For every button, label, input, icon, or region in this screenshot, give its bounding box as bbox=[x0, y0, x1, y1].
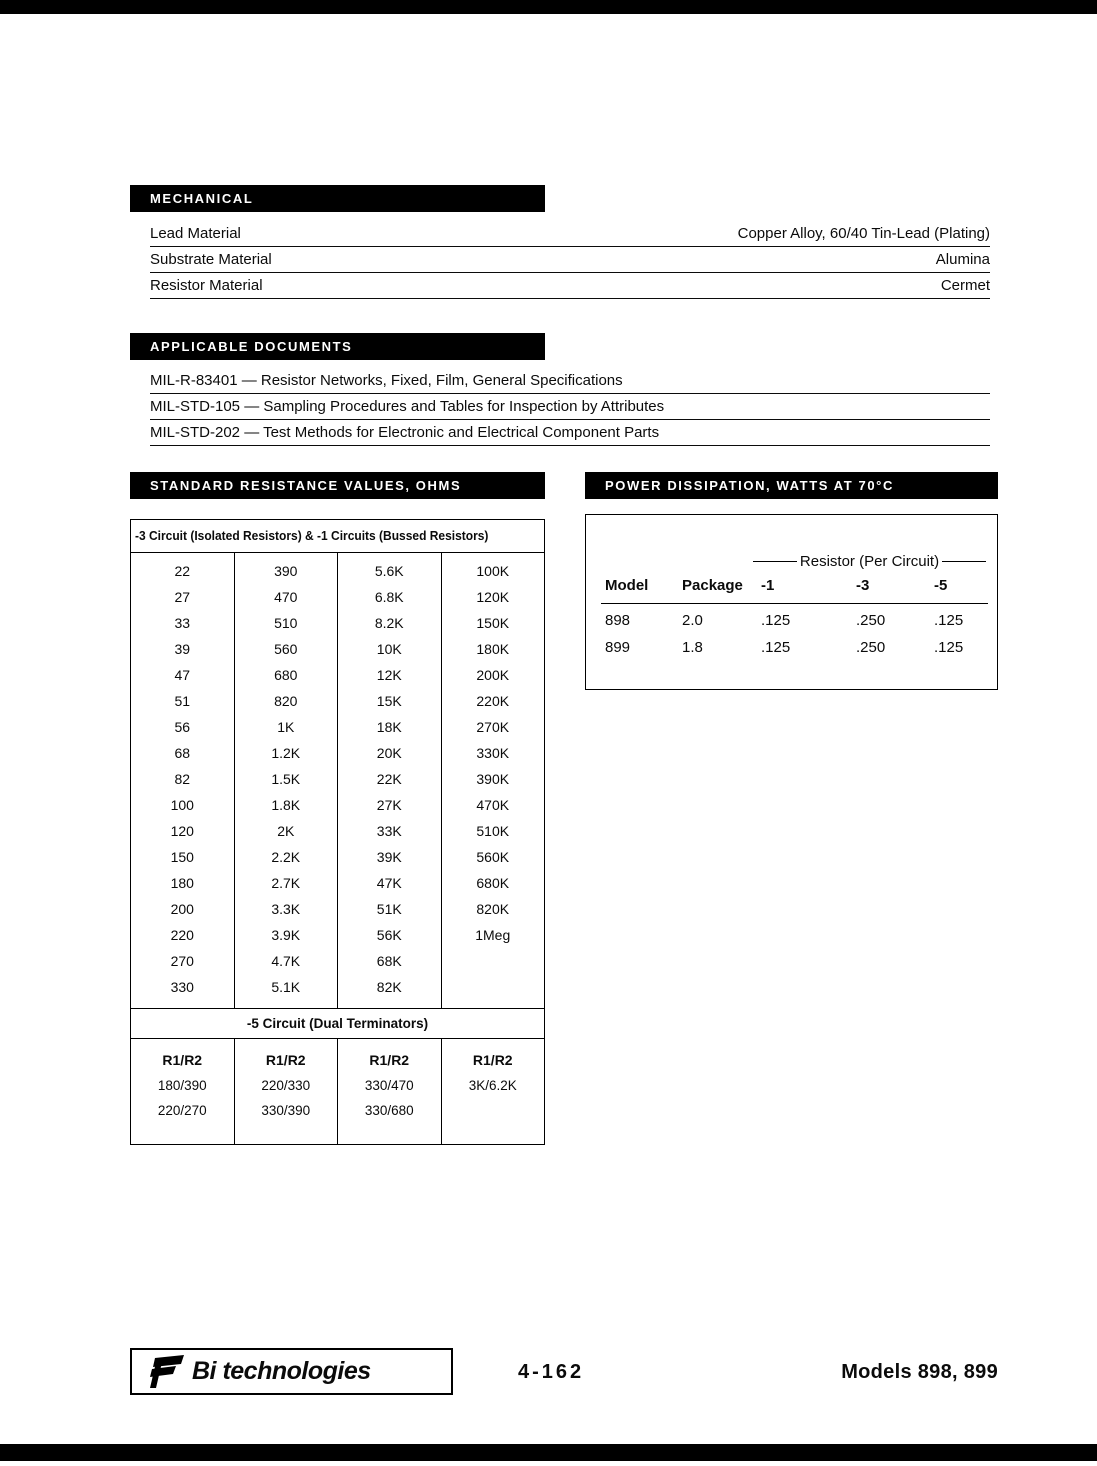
column-header: Package bbox=[682, 577, 743, 594]
resistance-value: 560 bbox=[274, 641, 298, 657]
table-cell: .125 bbox=[934, 639, 964, 656]
spec-value: Copper Alloy, 60/40 Tin-Lead (Plating) bbox=[737, 225, 990, 242]
resistance-value: 5.6K bbox=[374, 563, 404, 579]
spec-label: Lead Material bbox=[150, 225, 241, 242]
resistance-value: 100K bbox=[476, 563, 510, 579]
resistance-value: 270 bbox=[170, 953, 194, 969]
resistance-value: 8.2K bbox=[374, 615, 404, 631]
resistance-value: 390K bbox=[476, 771, 510, 787]
dual-terminator-column bbox=[441, 1039, 545, 1144]
resistance-value: 220 bbox=[170, 927, 194, 943]
resistance-value: 3.3K bbox=[271, 901, 301, 917]
resistance-value: 68K bbox=[376, 953, 402, 969]
applicable-documents-section-header bbox=[130, 333, 545, 360]
resistance-value: 150 bbox=[170, 849, 194, 865]
mechanical-section-header bbox=[130, 185, 545, 212]
top-rule-bar bbox=[0, 0, 1097, 14]
resistance-value: 510K bbox=[476, 823, 510, 839]
dual-column-header: R1/R2 bbox=[472, 1052, 513, 1068]
resistance-value: 1.8K bbox=[271, 797, 301, 813]
dual-column-values bbox=[235, 1073, 338, 1123]
resistance-value: 56K bbox=[376, 927, 402, 943]
power-table-body bbox=[605, 607, 991, 661]
dual-column-header: R1/R2 bbox=[265, 1052, 306, 1068]
resistance-value: 10K bbox=[376, 641, 402, 657]
table-row bbox=[605, 607, 991, 634]
resistance-value: 330 bbox=[170, 979, 194, 995]
resistance-value: 5.1K bbox=[271, 979, 301, 995]
table-cell: 899 bbox=[605, 639, 631, 656]
table-cell: .125 bbox=[934, 612, 964, 629]
dual-terminators-grid bbox=[131, 1039, 544, 1144]
resistance-grid bbox=[131, 553, 544, 1008]
resistance-value: 39K bbox=[376, 849, 402, 865]
resistance-value: 27K bbox=[376, 797, 402, 813]
resistance-value: 20K bbox=[376, 745, 402, 761]
dual-terminator-column bbox=[234, 1039, 338, 1144]
resistance-table-title bbox=[131, 520, 544, 553]
table-cell: .250 bbox=[856, 612, 886, 629]
page-number: 4-162 bbox=[518, 1361, 585, 1383]
resistance-value: 33 bbox=[174, 615, 191, 631]
resistance-value: 22 bbox=[174, 563, 191, 579]
resistance-value: 27 bbox=[174, 589, 191, 605]
document-item: MIL-R-83401 — Resistor Networks, Fixed, Film, General Specifications bbox=[150, 368, 990, 394]
resistance-value: 270K bbox=[476, 719, 510, 735]
dual-terminators-title: -5 Circuit (Dual Terminators) bbox=[131, 1008, 544, 1039]
dual-column-values bbox=[131, 1073, 234, 1123]
resistance-column bbox=[131, 553, 234, 1008]
resistance-value: 200 bbox=[170, 901, 194, 917]
resistance-value: 33K bbox=[376, 823, 402, 839]
resistance-value: 100 bbox=[170, 797, 194, 813]
table-cell: .250 bbox=[856, 639, 886, 656]
resistance-value: 820 bbox=[274, 693, 298, 709]
header-rule bbox=[601, 603, 988, 604]
column-header: -1 bbox=[761, 577, 775, 594]
table-cell: 898 bbox=[605, 612, 631, 629]
resistance-value: 2.2K bbox=[271, 849, 301, 865]
resistance-value: 39 bbox=[174, 641, 191, 657]
resistance-value: 820K bbox=[476, 901, 510, 917]
resistance-value: 82K bbox=[376, 979, 402, 995]
resistance-value: 220K bbox=[476, 693, 510, 709]
resistance-value: 12K bbox=[376, 667, 402, 683]
spec-value: Cermet bbox=[940, 277, 990, 294]
section-title: POWER DISSIPATION, WATTS AT 70°C bbox=[605, 478, 894, 493]
section-title: MECHANICAL bbox=[150, 191, 254, 206]
resistance-value: 150K bbox=[476, 615, 510, 631]
table-row bbox=[605, 634, 991, 661]
dual-terminator-value: 220/270 bbox=[157, 1103, 207, 1118]
document-item: MIL-STD-202 — Test Methods for Electronic and Electrical Component Parts bbox=[150, 420, 990, 446]
resistor-per-circuit-header bbox=[753, 553, 986, 570]
resistance-value: 2.7K bbox=[271, 875, 301, 891]
mechanical-spec-table bbox=[150, 221, 990, 299]
resistance-value: 22K bbox=[376, 771, 402, 787]
resistance-value: 51K bbox=[376, 901, 402, 917]
resistance-column bbox=[441, 553, 545, 1008]
resistance-value: 470 bbox=[274, 589, 298, 605]
power-table-header-row bbox=[605, 577, 991, 594]
column-header: -3 bbox=[856, 577, 870, 594]
resistance-value: 180K bbox=[476, 641, 510, 657]
dual-terminator-column bbox=[131, 1039, 234, 1144]
resistance-value: 330K bbox=[476, 745, 510, 761]
bottom-rule-bar bbox=[0, 1444, 1097, 1461]
dual-terminator-value: 330/680 bbox=[364, 1103, 414, 1118]
dual-terminator-column bbox=[337, 1039, 441, 1144]
table-cell: 2.0 bbox=[682, 612, 703, 629]
section-title: STANDARD RESISTANCE VALUES, OHMS bbox=[150, 478, 462, 493]
resistance-value: 1Meg bbox=[475, 927, 511, 943]
column-header: Model bbox=[605, 577, 649, 594]
document-item: MIL-STD-105 — Sampling Procedures and Tables for Inspection by Attributes bbox=[150, 394, 990, 420]
spec-label: Substrate Material bbox=[150, 251, 272, 268]
dual-terminator-value: 330/470 bbox=[364, 1078, 414, 1093]
resistance-value: 390 bbox=[274, 563, 298, 579]
bi-technologies-logo bbox=[130, 1348, 453, 1395]
dual-terminator-value: 3K/6.2K bbox=[468, 1078, 517, 1093]
resistance-value: 6.8K bbox=[374, 589, 404, 605]
resistance-value: 510 bbox=[274, 615, 298, 631]
power-dissipation-table bbox=[585, 514, 998, 690]
resistance-value: 15K bbox=[376, 693, 402, 709]
resistance-value: 2K bbox=[277, 823, 295, 839]
table-cell: .125 bbox=[761, 612, 791, 629]
dual-column-values bbox=[338, 1073, 441, 1123]
right-rule bbox=[942, 561, 986, 562]
resistance-value: 180 bbox=[170, 875, 194, 891]
applicable-documents-list bbox=[150, 368, 990, 446]
spec-label: Resistor Material bbox=[150, 277, 263, 294]
resistance-values-section-header bbox=[130, 472, 545, 499]
resistance-value: 680K bbox=[476, 875, 510, 891]
resistance-value: 1.2K bbox=[271, 745, 301, 761]
resistance-value: 18K bbox=[376, 719, 402, 735]
spec-row bbox=[150, 221, 990, 247]
resistance-value: 4.7K bbox=[271, 953, 301, 969]
dual-column-header: R1/R2 bbox=[369, 1052, 410, 1068]
group-header-label: Resistor (Per Circuit) bbox=[799, 553, 940, 570]
dual-terminator-value: 220/330 bbox=[261, 1078, 311, 1093]
dual-terminator-value: 180/390 bbox=[157, 1078, 207, 1093]
resistance-column bbox=[337, 553, 441, 1008]
left-rule bbox=[753, 561, 797, 562]
resistance-value: 56 bbox=[174, 719, 191, 735]
resistance-value: 560K bbox=[476, 849, 510, 865]
table-cell: .125 bbox=[761, 639, 791, 656]
dual-terminator-value: 330/390 bbox=[261, 1103, 311, 1118]
resistance-value: 120K bbox=[476, 589, 510, 605]
resistance-value: 47 bbox=[174, 667, 191, 683]
spec-value: Alumina bbox=[935, 251, 990, 268]
resistance-value: 82 bbox=[174, 771, 191, 787]
resistance-value: 200K bbox=[476, 667, 510, 683]
resistance-value: 680 bbox=[274, 667, 298, 683]
dual-column-values bbox=[442, 1073, 545, 1098]
resistance-value: 120 bbox=[170, 823, 194, 839]
bi-flag-icon bbox=[140, 1355, 186, 1389]
resistance-value: 1.5K bbox=[271, 771, 301, 787]
spec-row bbox=[150, 247, 990, 273]
resistance-value: 68 bbox=[174, 745, 191, 761]
dual-column-header: R1/R2 bbox=[162, 1052, 203, 1068]
section-title: APPLICABLE DOCUMENTS bbox=[150, 339, 353, 354]
table-cell: 1.8 bbox=[682, 639, 703, 656]
power-dissipation-section-header bbox=[585, 472, 998, 499]
resistance-column bbox=[234, 553, 338, 1008]
resistance-value: 1K bbox=[277, 719, 295, 735]
resistance-values-table bbox=[130, 519, 545, 1145]
resistance-value: 470K bbox=[476, 797, 510, 813]
resistance-table-title-text: -3 Circuit (Isolated Resistors) & -1 Circuits (Bussed Resistors) bbox=[135, 529, 489, 543]
brand-name: Bi technologies bbox=[192, 1357, 371, 1385]
column-header: -5 bbox=[934, 577, 948, 594]
footer-models-label: Models 898, 899 bbox=[841, 1361, 998, 1383]
resistance-value: 3.9K bbox=[271, 927, 301, 943]
spec-row bbox=[150, 273, 990, 299]
resistance-value: 51 bbox=[174, 693, 191, 709]
resistance-value: 47K bbox=[376, 875, 402, 891]
